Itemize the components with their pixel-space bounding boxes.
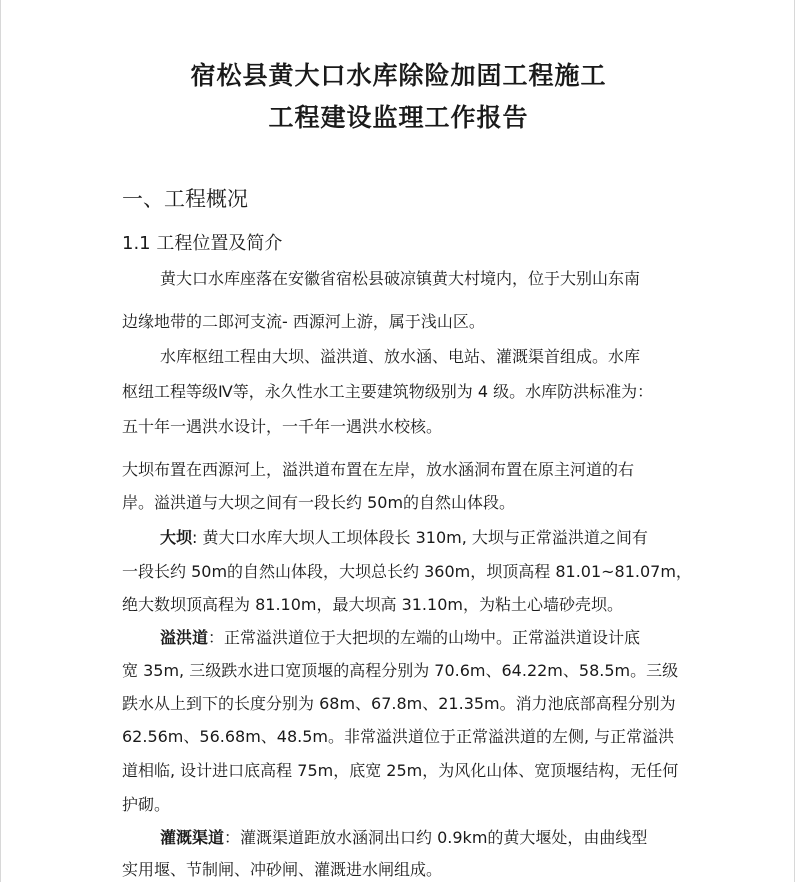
paragraph-3-line-1: 大坝布置在西源河上，溢洪道布置在左岸，放水涵洞布置在原主河道的右 <box>122 460 635 479</box>
section-heading: 一、工程概况 <box>122 187 248 211</box>
paragraph-irrigation-line-2: 实用堰、节制闸、冲砂闸、灌溉进水闸组成。 <box>122 860 443 879</box>
paragraph-1-line-1: 黄大口水库座落在安徽省宿松县破凉镇黄大村境内，位于大别山东南 <box>160 269 641 288</box>
paragraph-spillway-line-5: 道相临, 设计进口底高程 75m，底宽 25m，为风化山体、宽顶堰结构，无任何 <box>122 761 679 780</box>
irrigation-text: ：灌溉渠道距放水涵洞出口约 0.9km的黄大堰处，由曲线型 <box>224 828 648 847</box>
paragraph-dam-line-2: 一段长约 50m的自然山体段，大坝总长约 360m，坝顶高程 81.01~81.07m， <box>122 562 692 581</box>
paragraph-2-line-3: 五十年一遇洪水设计，一千年一遇洪水校核。 <box>122 417 443 436</box>
subsection-heading: 1.1 工程位置及简介 <box>122 233 283 254</box>
paragraph-spillway-line-4: 62.56m、56.68m、48.5m。非常溢洪道位于正常溢洪道的左侧, 与正常溢洪 <box>122 727 675 746</box>
paragraph-1-line-2: 边缘地带的二郎河支流- 西源河上游，属于浅山区。 <box>122 312 485 331</box>
paragraph-spillway-line-3: 跌水从上到下的长度分别为 68m、67.8m、21.35m。消力池底部高程分别为 <box>122 694 676 713</box>
paragraph-spillway-line-1 <box>160 628 640 648</box>
dam-text: : 黄大口水库大坝人工坝体段长 310m, 大坝与正常溢洪道之间有 <box>192 528 648 547</box>
document-title-line-1: 宿松县黄大口水库除险加固工程施工 <box>190 61 607 90</box>
spillway-text: ：正常溢洪道位于大把坝的左端的山坳中。正常溢洪道设计底 <box>208 628 641 647</box>
dam-label: 大坝 <box>160 528 193 547</box>
paragraph-2-line-2: 枢纽工程等级Ⅳ等，永久性水工主要建筑物级别为 4 级。水库防洪标准为： <box>122 382 654 401</box>
spillway-label: 溢洪道 <box>160 628 209 647</box>
document-title-line-2: 工程建设监理工作报告 <box>268 103 529 132</box>
paragraph-dam-line-1 <box>160 528 648 548</box>
irrigation-label: 灌溉渠道 <box>160 828 225 847</box>
paragraph-spillway-line-2: 宽 35m, 三级跌水进口宽顶堰的高程分别为 70.6m、64.22m、58.5m。三级 <box>122 661 679 680</box>
paragraph-3-line-2: 岸。溢洪道与大坝之间有一段长约 50m的自然山体段。 <box>122 493 516 512</box>
paragraph-2-line-1: 水库枢纽工程由大坝、溢洪道、放水涵、电站、灌溉渠首组成。水库 <box>160 347 641 366</box>
paragraph-spillway-line-6: 护砌。 <box>122 795 171 814</box>
paragraph-irrigation-line-1 <box>160 828 647 848</box>
paragraph-dam-line-3: 绝大数坝顶高程为 81.10m，最大坝高 31.10m，为粘土心墙砂壳坝。 <box>122 595 623 614</box>
